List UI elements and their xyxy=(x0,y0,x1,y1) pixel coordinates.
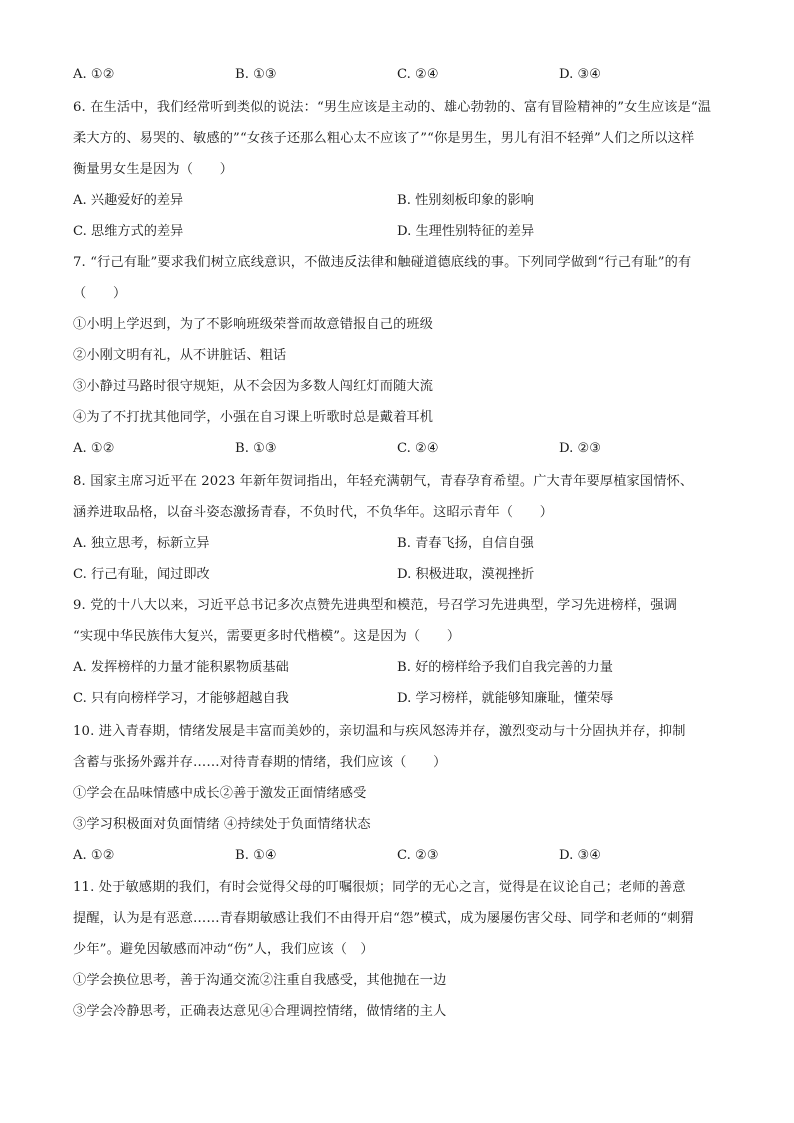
q6-options-row xyxy=(73,223,723,241)
q6-option-d[interactable]: D. 生理性别特征的差异 xyxy=(397,224,535,239)
q9-option-b[interactable]: B. 好的榜样给予我们自我完善的力量 xyxy=(397,660,613,675)
q9-option-a[interactable]: A. 发挥榜样的力量才能积累物质基础 xyxy=(73,660,289,675)
q7-item: ①小明上学迟到，为了不影响班级荣誉而故意错报自己的班级 xyxy=(73,317,434,332)
q8-option-d[interactable]: D. 积极进取，漠视挫折 xyxy=(397,567,535,582)
q6-option-c[interactable]: C. 思维方式的差异 xyxy=(73,224,184,239)
q6-stem-line: 柔大方的、易哭的、敏感的”“女孩子还那么粗心太不应该了”“你是男生，男儿有泪不轻弹”人们之所以这样 xyxy=(73,131,695,146)
q7-option-b[interactable]: B. ①③ xyxy=(235,441,277,456)
q9-option-c[interactable]: C. 只有向榜样学习，才能够超越自我 xyxy=(73,691,289,706)
q5-option-b[interactable]: B. ①③ xyxy=(235,67,277,82)
q7-options xyxy=(73,440,723,458)
q8-option-c[interactable]: C. 行己有耻，闻过即改 xyxy=(73,567,210,582)
q8-option-a[interactable]: A. 独立思考，标新立异 xyxy=(73,536,210,551)
q9-options-row xyxy=(73,690,723,708)
q8-options-row xyxy=(73,535,723,553)
q7-option-a[interactable]: A. ①② xyxy=(73,441,115,456)
q10-stem-line: 10. 进入青春期，情绪发展是丰富而美妙的，亲切温和与疾风怒涛并存，激烈变动与十分固执并存，抑制 xyxy=(73,724,686,739)
q7-item: ③小静过马路时很守规矩，从不会因为多数人闯红灯而随大流 xyxy=(73,379,434,394)
q6-option-b[interactable]: B. 性别刻板印象的影响 xyxy=(397,193,534,208)
q11-item: ①学会换位思考，善于沟通交流②注重自我感受，其他抛在一边 xyxy=(73,973,447,988)
q11-stem-line: 提醒，认为是有恶意……青春期敏感让我们不由得开启“怨”模式，成为屡屡伤害父母、同学和老师的“刺猬 xyxy=(73,911,694,926)
q8-options-row xyxy=(73,566,723,584)
q6-option-a[interactable]: A. 兴趣爱好的差异 xyxy=(73,193,184,208)
q8-stem-line: 涵养进取品格，以奋斗姿态激扬青春，不负时代，不负华年。这昭示青年（ ） xyxy=(73,505,554,520)
q8-option-b[interactable]: B. 青春飞扬，自信自强 xyxy=(397,536,534,551)
q6-stem-line: 6. 在生活中，我们经常听到类似的说法：“男生应该是主动的、雄心勃勃的、富有冒险精神的”女生应该是“温 xyxy=(73,100,712,115)
q5-options xyxy=(73,66,723,84)
q7-item: ④为了不打扰其他同学，小强在自习课上听歌时总是戴着耳机 xyxy=(73,410,434,425)
q9-option-d[interactable]: D. 学习榜样，就能够知廉耻，懂荣辱 xyxy=(397,691,614,706)
q10-option-d[interactable]: D. ③④ xyxy=(559,848,602,863)
q8-stem-line: 8. 国家主席习近平在 2023 年新年贺词指出，年轻充满朝气，青春孕育希望。广大青年要厚植家国情怀、 xyxy=(73,474,694,489)
q7-option-c[interactable]: C. ②④ xyxy=(397,441,439,456)
q5-option-c[interactable]: C. ②④ xyxy=(397,67,439,82)
q10-item: ①学会在品味情感中成长②善于激发正面情绪感受 xyxy=(73,786,367,801)
q11-stem-line: 少年”。避免因敏感而冲动“伤”人，我们应该（ ） xyxy=(73,942,374,957)
q11-item: ③学会冷静思考，正确表达意见④合理调控情绪，做情绪的主人 xyxy=(73,1004,447,1019)
q10-option-c[interactable]: C. ②③ xyxy=(397,848,439,863)
q6-options-row xyxy=(73,192,723,210)
q10-stem-line: 含蓄与张扬外露并存……对待青春期的情绪，我们应该（ ） xyxy=(73,755,447,770)
q9-stem-line: “实现中华民族伟大复兴，需要更多时代楷模”。这是因为（ ） xyxy=(73,629,461,644)
q7-stem-line: （ ） xyxy=(73,286,127,301)
q7-stem-line: 7. “行己有耻”要求我们树立底线意识，不做违反法律和触碰道德底线的事。下列同学做到“行己有耻”的有 xyxy=(73,255,692,270)
q7-option-d[interactable]: D. ②③ xyxy=(559,441,602,456)
q5-option-d[interactable]: D. ③④ xyxy=(559,67,602,82)
q5-option-a[interactable]: A. ①② xyxy=(73,67,115,82)
q10-item: ③学习积极面对负面情绪 ④持续处于负面情绪状态 xyxy=(73,817,371,832)
q10-option-a[interactable]: A. ①② xyxy=(73,848,115,863)
q10-options xyxy=(73,847,723,865)
q10-option-b[interactable]: B. ①④ xyxy=(235,848,277,863)
q9-stem-line: 9. 党的十八大以来，习近平总书记多次点赞先进典型和模范，号召学习先进典型，学习先进榜样，强调 xyxy=(73,598,678,613)
q11-stem-line: 11. 处于敏感期的我们，有时会觉得父母的叮嘱很烦；同学的无心之言，觉得是在议论自己；老师的善意 xyxy=(73,880,686,895)
q6-stem-line: 衡量男女生是因为（ ） xyxy=(73,162,234,177)
q9-options-row xyxy=(73,659,723,677)
q7-item: ②小刚文明有礼，从不讲脏话、粗话 xyxy=(73,348,287,363)
